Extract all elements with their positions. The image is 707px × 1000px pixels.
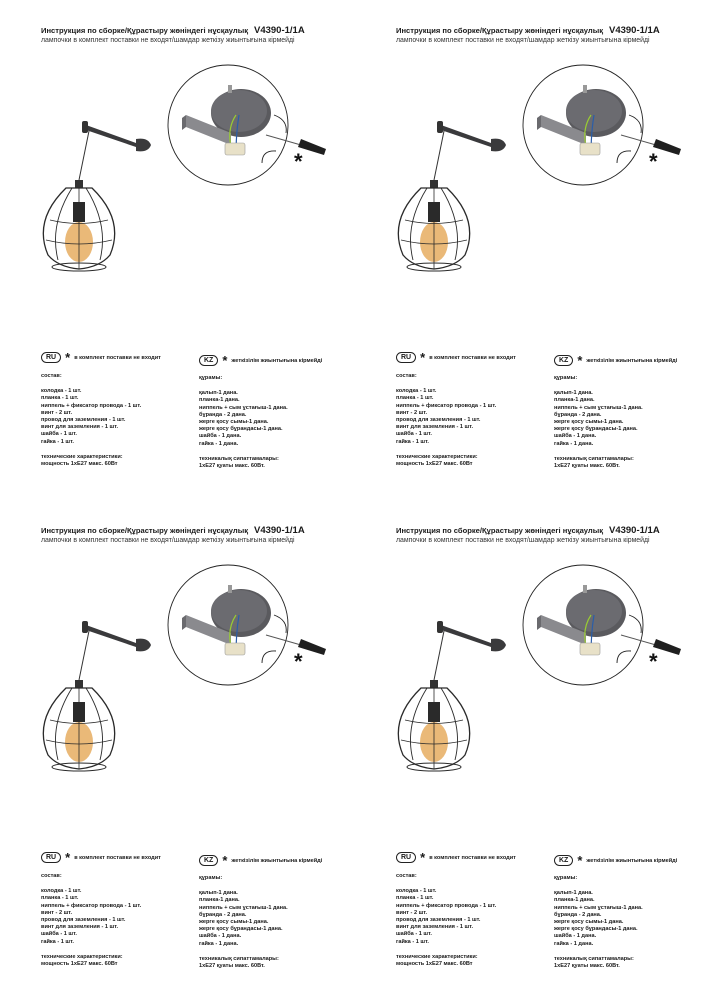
wall-lamp-drawing [43, 121, 151, 271]
ru-specs: мощность 1хЕ27 макс. 60Вт [396, 961, 473, 968]
list-item: гайка - 1 шт. [41, 438, 74, 445]
kz-contents [199, 375, 288, 470]
list-item: планка-1 дана. [554, 897, 595, 904]
kz-contents [554, 875, 643, 970]
ru-contents [41, 373, 141, 468]
kz-note: жеткізілім жиынтығына кірмейді [231, 857, 323, 864]
list-item: шайба - 1 шт. [396, 931, 432, 938]
list-item: колодка - 1 шт. [396, 888, 437, 895]
list-item: жерге қосу сымы-1 дана. [199, 419, 269, 426]
ru-badge: RU [396, 352, 416, 363]
model-number: V4390-1/1A [254, 25, 305, 36]
detail-star: * [649, 649, 658, 674]
list-item: ниппель + сым ұстағыш-1 дана. [554, 904, 643, 911]
list-item: ниппель + фиксатор провода - 1 шт. [396, 902, 497, 909]
list-item: ниппель + фиксатор провода - 1 шт. [396, 402, 497, 409]
list-item: қалып-1 дана. [199, 890, 238, 897]
list-item: шайба - 1 дана. [554, 933, 597, 940]
ru-star: * [65, 849, 71, 865]
kz-note: жеткізілім жиынтығына кірмейді [231, 357, 323, 364]
kz-section-header [199, 352, 323, 368]
wall-lamp-drawing [398, 621, 506, 771]
lamp-illustration [36, 555, 346, 785]
list-item: гайка - 1 шт. [396, 938, 429, 945]
ru-items-list [41, 888, 141, 946]
list-item: ниппель + фиксатор провода - 1 шт. [41, 402, 142, 409]
list-item: винт для заземления - 1 шт. [41, 924, 119, 931]
list-item: бұранда - 2 дана. [554, 911, 602, 918]
list-item: жерге қосу сымы-1 дана. [199, 919, 269, 926]
detail-star: * [294, 149, 303, 174]
sheet-title: Инструкция по сборке/Құрастыру жөніндегі нұсқаулық [396, 26, 604, 35]
ru-star: * [420, 349, 426, 365]
kz-items-list [199, 890, 288, 948]
instruction-block [355, 500, 707, 1000]
ru-specs-title: технические характеристики: [41, 453, 123, 460]
sheet-subtitle: лампочки в комплект поставки не входят/шамдар жеткізу жиынтығына кірмейді [396, 537, 650, 544]
list-item: планка - 1 шт. [41, 895, 79, 902]
kz-badge: KZ [554, 855, 573, 866]
list-item: провод для заземления - 1 шт. [41, 417, 126, 424]
list-item: жерге қосу бұрандасы-1 дана. [199, 426, 283, 433]
ru-contents [41, 873, 141, 968]
list-item: бұранда - 2 дана. [554, 411, 602, 418]
list-item: жерге қосу бұрандасы-1 дана. [199, 926, 283, 933]
kz-items-list [199, 390, 288, 448]
kz-specs-title: техникалық сипаттамалары: [199, 955, 279, 962]
kz-section-header [554, 352, 678, 368]
ru-contents-title: состав: [41, 873, 62, 879]
list-item: планка-1 дана. [554, 397, 595, 404]
detail-star: * [649, 149, 658, 174]
kz-badge: KZ [199, 355, 218, 366]
list-item: колодка - 1 шт. [41, 388, 82, 395]
list-item: ниппель + сым ұстағыш-1 дана. [554, 404, 643, 411]
kz-specs: 1хЕ27 қуаты макс. 60Вт. [199, 463, 265, 470]
list-item: қалып-1 дана. [199, 390, 238, 397]
list-item: гайка - 1 дана. [199, 440, 239, 447]
model-number: V4390-1/1A [609, 25, 660, 36]
list-item: жерге қосу бұрандасы-1 дана. [554, 926, 638, 933]
instruction-block [0, 500, 353, 1000]
list-item: жерге қосу сымы-1 дана. [554, 419, 624, 426]
list-item: винт для заземления - 1 шт. [396, 924, 474, 931]
list-item: гайка - 1 дана. [554, 440, 594, 447]
lamp-illustration [36, 55, 346, 285]
lamp-illustration [391, 555, 701, 785]
sheet-title: Инструкция по сборке/Құрастыру жөніндегі нұсқаулық [41, 26, 249, 35]
list-item: жерге қосу бұрандасы-1 дана. [554, 426, 638, 433]
list-item: провод для заземления - 1 шт. [41, 917, 126, 924]
kz-note: жеткізілім жиынтығына кірмейді [586, 357, 678, 364]
kz-section-header [199, 852, 323, 868]
list-item: планка-1 дана. [199, 897, 240, 904]
kz-note: жеткізілім жиынтығына кірмейді [586, 857, 678, 864]
kz-contents-title: құрамы: [554, 375, 578, 381]
ru-badge: RU [396, 852, 416, 863]
list-item: планка - 1 шт. [396, 395, 434, 402]
kz-star: * [577, 852, 583, 868]
kz-specs-title: техникалық сипаттамалары: [554, 955, 634, 962]
ru-items-list [396, 388, 496, 446]
list-item: колодка - 1 шт. [396, 388, 437, 395]
kz-specs-title: техникалық сипаттамалары: [554, 455, 634, 462]
kz-star: * [222, 352, 228, 368]
kz-contents-title: құрамы: [554, 875, 578, 881]
kz-contents-title: құрамы: [199, 875, 223, 881]
instruction-block [0, 0, 353, 500]
ru-note: в комплект поставки не входит [429, 854, 516, 861]
ru-note: в комплект поставки не входит [429, 354, 516, 361]
kz-contents [199, 875, 288, 970]
list-item: винт - 2 шт. [396, 909, 428, 916]
kz-section-header [554, 852, 678, 868]
lamp-illustration [391, 55, 701, 285]
sheet-title: Инструкция по сборке/Құрастыру жөніндегі нұсқаулық [41, 526, 249, 535]
list-item: винт - 2 шт. [41, 409, 73, 416]
sheet-subtitle: лампочки в комплект поставки не входят/шамдар жеткізу жиынтығына кірмейді [41, 37, 295, 44]
list-item: планка - 1 шт. [396, 895, 434, 902]
ru-section-header [396, 849, 516, 865]
ru-contents-title: состав: [41, 373, 62, 379]
list-item: қалып-1 дана. [554, 390, 593, 397]
list-item: винт - 2 шт. [396, 409, 428, 416]
list-item: шайба - 1 шт. [41, 931, 77, 938]
list-item: ниппель + сым ұстағыш-1 дана. [199, 904, 288, 911]
ru-specs: мощность 1хЕ27 макс. 60Вт [41, 461, 118, 468]
ru-note: в комплект поставки не входит [74, 354, 161, 361]
kz-badge: KZ [199, 855, 218, 866]
ru-section-header [41, 349, 161, 365]
list-item: ниппель + сым ұстағыш-1 дана. [199, 404, 288, 411]
list-item: винт для заземления - 1 шт. [41, 424, 119, 431]
ru-section-header [41, 849, 161, 865]
list-item: гайка - 1 дана. [554, 940, 594, 947]
ru-specs: мощность 1хЕ27 макс. 60Вт [396, 461, 473, 468]
ru-badge: RU [41, 852, 61, 863]
list-item: шайба - 1 дана. [199, 933, 242, 940]
kz-star: * [222, 852, 228, 868]
kz-contents-title: құрамы: [199, 375, 223, 381]
ru-contents [396, 873, 496, 968]
ru-contents-title: состав: [396, 873, 417, 879]
ru-specs-title: технические характеристики: [396, 453, 478, 460]
list-item: бұранда - 2 дана. [199, 911, 247, 918]
list-item: винт - 2 шт. [41, 909, 73, 916]
list-item: винт для заземления - 1 шт. [396, 424, 474, 431]
ru-specs-title: технические характеристики: [41, 953, 123, 960]
kz-items-list [554, 390, 643, 448]
sheet-subtitle: лампочки в комплект поставки не входят/шамдар жеткізу жиынтығына кірмейді [396, 37, 650, 44]
list-item: гайка - 1 шт. [396, 438, 429, 445]
model-number: V4390-1/1A [609, 525, 660, 536]
wall-lamp-drawing [43, 621, 151, 771]
kz-contents [554, 375, 643, 470]
list-item: шайба - 1 шт. [396, 431, 432, 438]
kz-specs-title: техникалық сипаттамалары: [199, 455, 279, 462]
list-item: ниппель + фиксатор провода - 1 шт. [41, 902, 142, 909]
ru-items-list [41, 388, 141, 446]
kz-specs: 1хЕ27 қуаты макс. 60Вт. [554, 463, 620, 470]
list-item: планка-1 дана. [199, 397, 240, 404]
list-item: гайка - 1 дана. [199, 940, 239, 947]
model-number: V4390-1/1A [254, 525, 305, 536]
kz-specs: 1хЕ27 қуаты макс. 60Вт. [199, 963, 265, 970]
list-item: провод для заземления - 1 шт. [396, 917, 481, 924]
sheet-title: Инструкция по сборке/Құрастыру жөніндегі нұсқаулық [396, 526, 604, 535]
kz-specs: 1хЕ27 қуаты макс. 60Вт. [554, 963, 620, 970]
ru-contents-title: состав: [396, 373, 417, 379]
list-item: колодка - 1 шт. [41, 888, 82, 895]
list-item: шайба - 1 дана. [199, 433, 242, 440]
ru-specs-title: технические характеристики: [396, 953, 478, 960]
list-item: бұранда - 2 дана. [199, 411, 247, 418]
kz-items-list [554, 890, 643, 948]
ru-contents [396, 373, 496, 468]
ru-star: * [65, 349, 71, 365]
list-item: қалып-1 дана. [554, 890, 593, 897]
list-item: жерге қосу сымы-1 дана. [554, 919, 624, 926]
list-item: провод для заземления - 1 шт. [396, 417, 481, 424]
ru-items-list [396, 888, 496, 946]
ru-section-header [396, 349, 516, 365]
detail-star: * [294, 649, 303, 674]
list-item: планка - 1 шт. [41, 395, 79, 402]
instruction-block [355, 0, 707, 500]
ru-note: в комплект поставки не входит [74, 854, 161, 861]
ru-star: * [420, 849, 426, 865]
list-item: гайка - 1 шт. [41, 938, 74, 945]
list-item: шайба - 1 дана. [554, 433, 597, 440]
ru-specs: мощность 1хЕ27 макс. 60Вт [41, 961, 118, 968]
kz-star: * [577, 352, 583, 368]
wall-lamp-drawing [398, 121, 506, 271]
sheet-subtitle: лампочки в комплект поставки не входят/шамдар жеткізу жиынтығына кірмейді [41, 537, 295, 544]
ru-badge: RU [41, 352, 61, 363]
list-item: шайба - 1 шт. [41, 431, 77, 438]
kz-badge: KZ [554, 355, 573, 366]
